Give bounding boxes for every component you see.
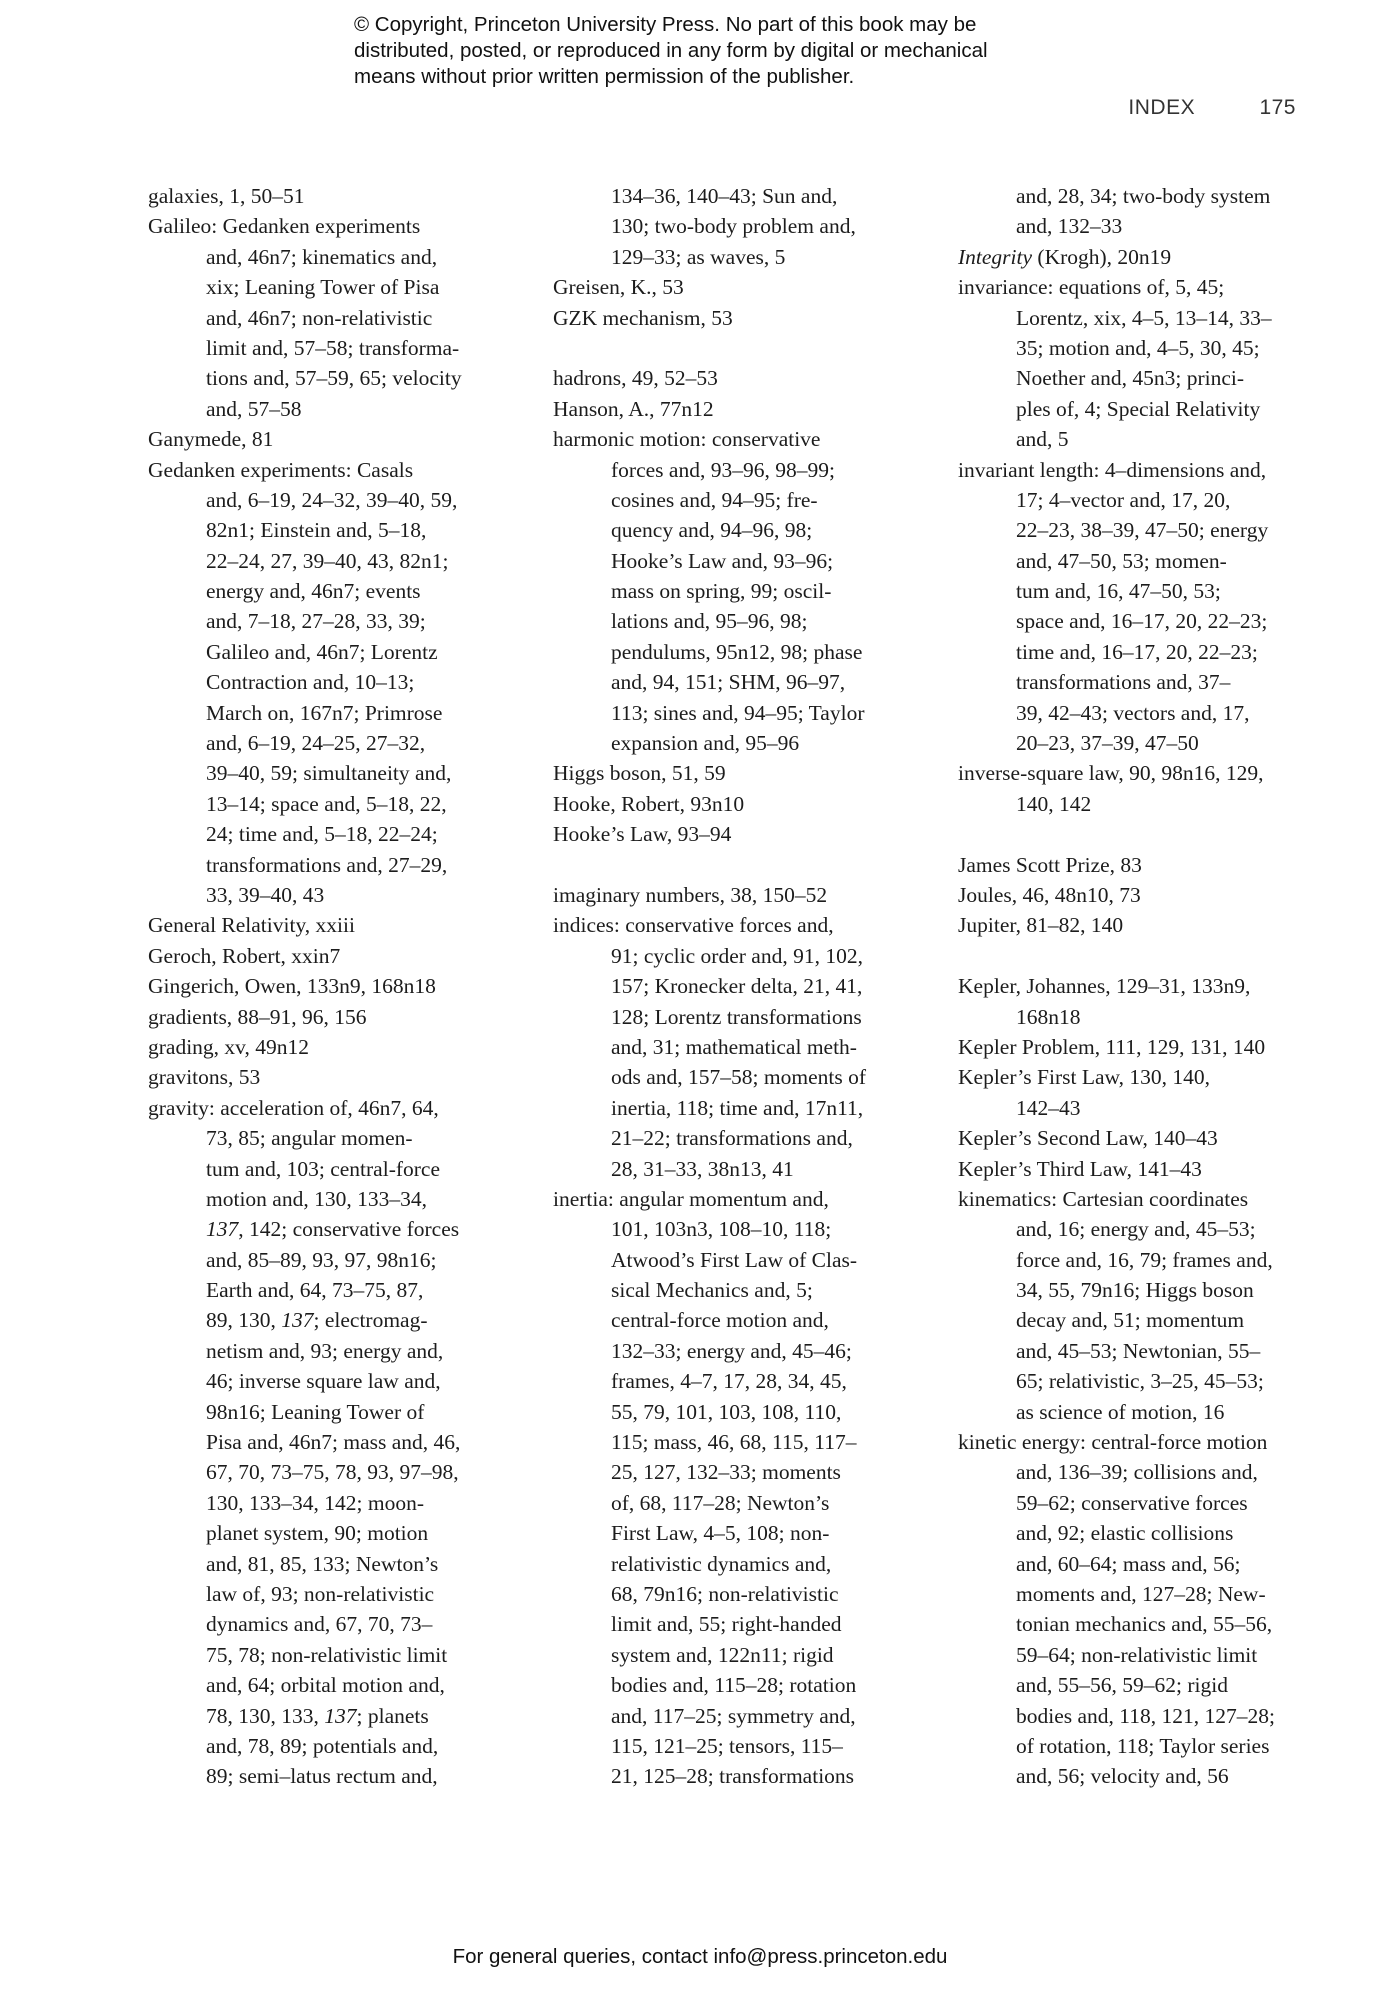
- copyright-line: distributed, posted, or reproduced in any form by digital or mechanical: [354, 39, 988, 62]
- page-number: 175: [1259, 96, 1296, 119]
- index-subentry-line: tions and, 57–59, 65; velocity: [206, 366, 462, 391]
- index-subentry-line: moments and, 127–28; New-: [1016, 1581, 1266, 1606]
- index-subentry-line: 89; semi–latus rectum and,: [206, 1764, 438, 1789]
- index-subentry-line: 28, 31–33, 38n13, 41: [611, 1156, 794, 1181]
- copyright-line: means without prior written permission of the publisher.: [354, 65, 855, 88]
- index-subentry-line: Contraction and, 10–13;: [206, 670, 415, 695]
- index-subentry-line: transformations and, 37–: [1016, 670, 1231, 695]
- index-subentry-line: of, 68, 117–28; Newton’s: [611, 1490, 830, 1515]
- index-subentry-line: motion and, 130, 133–34,: [206, 1186, 427, 1211]
- index-subentry-line: 59–62; conservative forces: [1016, 1490, 1248, 1515]
- index-entry-line: Kepler, Johannes, 129–31, 133n9,: [958, 974, 1251, 999]
- index-entry-line: Jupiter, 81–82, 140: [958, 913, 1124, 938]
- index-subentry-line: 35; motion and, 4–5, 30, 45;: [1016, 335, 1260, 360]
- index-subentry-line: and, 6–19, 24–25, 27–32,: [206, 731, 426, 756]
- index-subentry-line: 130, 133–34, 142; moon-: [206, 1490, 424, 1515]
- index-entry-line: galaxies, 1, 50–51: [148, 184, 305, 208]
- index-subentry-line: and, 46n7; kinematics and,: [206, 244, 438, 269]
- index-subentry-line: tonian mechanics and, 55–56,: [1016, 1612, 1273, 1637]
- index-subentry-line: limit and, 55; right-handed: [611, 1612, 842, 1637]
- index-entry-line: invariance: equations of, 5, 45;: [958, 275, 1225, 300]
- index-subentry-line: tum and, 16, 47–50, 53;: [1016, 579, 1221, 604]
- index-subentry-line: 21, 125–28; transformations: [611, 1764, 855, 1789]
- index-subentry-line: 17; 4–vector and, 17, 20,: [1016, 487, 1231, 512]
- index-subentry-line: 39–40, 59; simultaneity and,: [206, 761, 452, 786]
- index-subentry-line: ods and, 157–58; moments of: [611, 1065, 866, 1090]
- entry-text: 89, 130,: [206, 1308, 282, 1333]
- index-subentry-line: and, 117–25; symmetry and,: [611, 1703, 856, 1728]
- index-subentry-line: frames, 4–7, 17, 28, 34, 45,: [611, 1369, 847, 1394]
- index-entry-line: Ganymede, 81: [148, 427, 274, 452]
- entry-text: , 142; conservative forces: [238, 1217, 460, 1242]
- index-subentry-line: 130; two-body problem and,: [611, 214, 856, 239]
- index-entry-line: Joules, 46, 48n10, 73: [958, 882, 1141, 907]
- index-subentry-line: dynamics and, 67, 70, 73–: [206, 1612, 433, 1637]
- index-subentry-line: sical Mechanics and, 5;: [611, 1278, 813, 1303]
- index-subentry-line: and, 81, 85, 133; Newton’s: [206, 1551, 439, 1576]
- entry-gap: [553, 850, 898, 880]
- index-subentry-line: and, 85–89, 93, 97, 98n16;: [206, 1247, 437, 1272]
- index-subentry-line: mass on spring, 99; oscil-: [611, 579, 832, 604]
- index-subentry-line: and, 92; elastic collisions: [1016, 1521, 1234, 1546]
- index-subentry-line: 65; relativistic, 3–25, 45–53;: [1016, 1369, 1264, 1394]
- index-subentry-line: 168n18: [1016, 1004, 1081, 1029]
- index-entry-line: Kepler’s Third Law, 141–43: [958, 1156, 1202, 1181]
- index-subentry-line: 101, 103n3, 108–10, 118;: [611, 1217, 832, 1242]
- index-entry-line: General Relativity, xxiii: [148, 913, 355, 938]
- index-entry-line: Higgs boson, 51, 59: [553, 761, 726, 786]
- index-subentry-line: and, 56; velocity and, 56: [1016, 1764, 1229, 1789]
- index-entry-line: Gingerich, Owen, 133n9, 168n18: [148, 974, 436, 999]
- index-subentry-line: 20–23, 37–39, 47–50: [1016, 731, 1199, 756]
- index-subentry-line: 98n16; Leaning Tower of: [206, 1399, 425, 1424]
- entry-text: (Krogh), 20n19: [1032, 244, 1172, 269]
- index-subentry-line: 129–33; as waves, 5: [611, 244, 786, 269]
- index-subentry-line: limit and, 57–58; transforma-: [206, 335, 460, 360]
- index-subentry-line: and, 94, 151; SHM, 96–97,: [611, 670, 846, 695]
- index-entry-line: Geroch, Robert, xxin7: [148, 943, 341, 968]
- copyright-line: © Copyright, Princeton University Press. No part of this book may be: [354, 13, 977, 36]
- index-subentry-line: bodies and, 115–28; rotation: [611, 1673, 857, 1698]
- index-subentry-line: bodies and, 118, 121, 127–28;: [1016, 1703, 1275, 1728]
- index-subentry-line: Galileo and, 46n7; Lorentz: [206, 639, 438, 664]
- entry-italic-text: 137: [324, 1703, 357, 1728]
- index-entry-line: GZK mechanism, 53: [553, 305, 733, 330]
- index-subentry-line: and, 31; mathematical meth-: [611, 1034, 857, 1059]
- index-subentry-line: Noether and, 45n3; princi-: [1016, 366, 1245, 391]
- index-subentry-line: March on, 167n7; Primrose: [206, 700, 443, 725]
- index-column-3: [958, 181, 1303, 1792]
- index-subentry-line: planet system, 90; motion: [206, 1521, 429, 1546]
- index-entry-line: harmonic motion: conservative: [553, 427, 821, 452]
- index-subentry-line: [148, 1701, 493, 1731]
- index-subentry-line: Atwood’s First Law of Clas-: [611, 1247, 858, 1272]
- index-entry-line: inverse-square law, 90, 98n16, 129,: [958, 761, 1264, 786]
- index-subentry-line: netism and, 93; energy and,: [206, 1338, 444, 1363]
- index-subentry-line: 82n1; Einstein and, 5–18,: [206, 518, 427, 543]
- index-subentry-line: 115; mass, 46, 68, 115, 117–: [611, 1430, 857, 1455]
- copyright-notice: [354, 12, 1074, 90]
- entry-gap: [553, 333, 898, 363]
- entry-text: 78, 130, 133,: [206, 1703, 325, 1728]
- index-entry-line: Galileo: Gedanken experiments: [148, 214, 421, 239]
- index-entry-line: inertia: angular momentum and,: [553, 1186, 829, 1211]
- index-subentry-line: xix; Leaning Tower of Pisa: [206, 275, 440, 300]
- index-entry-line: Hooke, Robert, 93n10: [553, 791, 745, 816]
- index-entry-line: kinetic energy: central-force motion: [958, 1430, 1268, 1455]
- index-subentry-line: 34, 55, 79n16; Higgs boson: [1016, 1278, 1254, 1303]
- index-subentry-line: 91; cyclic order and, 91, 102,: [611, 943, 863, 968]
- index-subentry-line: 132–33; energy and, 45–46;: [611, 1338, 852, 1363]
- index-subentry-line: pendulums, 95n12, 98; phase: [611, 639, 863, 664]
- index-subentry-line: energy and, 46n7; events: [206, 579, 421, 604]
- index-subentry-line: Pisa and, 46n7; mass and, 46,: [206, 1430, 461, 1455]
- index-subentry-line: forces and, 93–96, 98–99;: [611, 457, 835, 482]
- index-entry-line: Greisen, K., 53: [553, 275, 684, 300]
- entry-text: ; electromag-: [313, 1308, 428, 1333]
- index-subentry-line: Earth and, 64, 73–75, 87,: [206, 1278, 424, 1303]
- index-subentry-line: and, 45–53; Newtonian, 55–: [1016, 1338, 1261, 1363]
- index-subentry-line: central-force motion and,: [611, 1308, 829, 1333]
- index-subentry-line: and, 132–33: [1016, 214, 1123, 239]
- index-entry-line: gravitons, 53: [148, 1065, 261, 1090]
- entry-text: ; planets: [356, 1703, 429, 1728]
- index-subentry-line: of rotation, 118; Taylor series: [1016, 1733, 1270, 1758]
- index-subentry-line: Hooke’s Law and, 93–96;: [611, 548, 834, 573]
- index-subentry-line: decay and, 51; momentum: [1016, 1308, 1245, 1333]
- index-subentry-line: system and, 122n11; rigid: [611, 1642, 834, 1667]
- index-subentry-line: 140, 142: [1016, 791, 1092, 816]
- section-title: INDEX: [1128, 96, 1196, 119]
- index-entry-line: James Scott Prize, 83: [958, 852, 1142, 877]
- index-entry-line: gravity: acceleration of, 46n7, 64,: [148, 1095, 439, 1120]
- index-entry-line: Kepler Problem, 111, 129, 131, 140: [958, 1034, 1266, 1059]
- index-subentry-line: [148, 1305, 493, 1335]
- entry-gap: [958, 941, 1303, 971]
- index-subentry-line: and, 16; energy and, 45–53;: [1016, 1217, 1256, 1242]
- index-subentry-line: and, 28, 34; two-body system: [1016, 184, 1271, 208]
- index-entry-line: indices: conservative forces and,: [553, 913, 834, 938]
- index-subentry-line: and, 7–18, 27–28, 33, 39;: [206, 609, 426, 634]
- index-subentry-line: 67, 70, 73–75, 78, 93, 97–98,: [206, 1460, 459, 1485]
- index-entry-line: Hooke’s Law, 93–94: [553, 822, 732, 847]
- index-subentry-line: transformations and, 27–29,: [206, 852, 448, 877]
- index-subentry-line: lations and, 95–96, 98;: [611, 609, 808, 634]
- index-subentry-line: expansion and, 95–96: [611, 731, 800, 756]
- index-entry-line: imaginary numbers, 38, 150–52: [553, 882, 828, 907]
- index-subentry-line: 46; inverse square law and,: [206, 1369, 441, 1394]
- index-subentry-line: First Law, 4–5, 108; non-: [611, 1521, 830, 1546]
- index-subentry-line: inertia, 118; time and, 17n11,: [611, 1095, 864, 1120]
- index-entry-line: Kepler’s First Law, 130, 140,: [958, 1065, 1210, 1090]
- index-subentry-line: 24; time and, 5–18, 22–24;: [206, 822, 438, 847]
- index-subentry-line: quency and, 94–96, 98;: [611, 518, 813, 543]
- entry-italic-text: 137: [281, 1308, 314, 1333]
- index-column-1: [148, 181, 493, 1792]
- index-entry-line: Gedanken experiments: Casals: [148, 457, 414, 482]
- index-subentry-line: Lorentz, xix, 4–5, 13–14, 33–: [1016, 305, 1272, 330]
- index-subentry-line: cosines and, 94–95; fre-: [611, 487, 818, 512]
- index-subentry-line: 25, 127, 132–33; moments: [611, 1460, 841, 1485]
- index-entry-line: hadrons, 49, 52–53: [553, 366, 718, 391]
- index-subentry-line: and, 136–39; collisions and,: [1016, 1460, 1258, 1485]
- index-subentry-line: and, 64; orbital motion and,: [206, 1673, 445, 1698]
- index-entry-line: Hanson, A., 77n12: [553, 396, 714, 421]
- index-subentry-line: 33, 39–40, 43: [206, 882, 325, 907]
- index-subentry-line: 22–24, 27, 39–40, 43, 82n1;: [206, 548, 449, 573]
- index-entry-line: kinematics: Cartesian coordinates: [958, 1186, 1249, 1211]
- index-subentry-line: 39, 42–43; vectors and, 17,: [1016, 700, 1250, 725]
- index-subentry-line: force and, 16, 79; frames and,: [1016, 1247, 1273, 1272]
- index-subentry-line: 157; Kronecker delta, 21, 41,: [611, 974, 863, 999]
- index-subentry-line: and, 55–56, 59–62; rigid: [1016, 1673, 1228, 1698]
- index-entry-line: Kepler’s Second Law, 140–43: [958, 1126, 1218, 1151]
- index-subentry-line: 73, 85; angular momen-: [206, 1126, 413, 1151]
- index-subentry-line: 115, 121–25; tensors, 115–: [611, 1733, 843, 1758]
- index-subentry-line: 13–14; space and, 5–18, 22,: [206, 791, 447, 816]
- index-subentry-line: and, 5: [1016, 427, 1069, 452]
- index-subentry-line: 134–36, 140–43; Sun and,: [611, 184, 838, 208]
- index-subentry-line: 55, 79, 101, 103, 108, 110,: [611, 1399, 842, 1424]
- index-subentry-line: time and, 16–17, 20, 22–23;: [1016, 639, 1258, 664]
- index-subentry-line: 113; sines and, 94–95; Taylor: [611, 700, 865, 725]
- index-subentry-line: and, 78, 89; potentials and,: [206, 1733, 439, 1758]
- index-subentry-line: and, 47–50, 53; momen-: [1016, 548, 1227, 573]
- entry-gap: [958, 819, 1303, 849]
- index-subentry-line: space and, 16–17, 20, 22–23;: [1016, 609, 1268, 634]
- index-subentry-line: and, 46n7; non-relativistic: [206, 305, 433, 330]
- index-column-2: [553, 181, 898, 1792]
- index-subentry-line: as science of motion, 16: [1016, 1399, 1225, 1424]
- index-subentry-line: 21–22; transformations and,: [611, 1126, 853, 1151]
- index-entry-line: grading, xv, 49n12: [148, 1034, 310, 1059]
- index-subentry-line: tum and, 103; central-force: [206, 1156, 441, 1181]
- index-subentry-line: 59–64; non-relativistic limit: [1016, 1642, 1258, 1667]
- index-subentry-line: relativistic dynamics and,: [611, 1551, 832, 1576]
- entry-italic-text: 137: [206, 1217, 239, 1242]
- index-subentry-line: and, 60–64; mass and, 56;: [1016, 1551, 1241, 1576]
- index-subentry-line: [148, 1214, 493, 1244]
- index-entry-line: invariant length: 4–dimensions and,: [958, 457, 1267, 482]
- index-subentry-line: ples of, 4; Special Relativity: [1016, 396, 1261, 421]
- index-subentry-line: law of, 93; non-relativistic: [206, 1581, 435, 1606]
- index-entry-line: [958, 242, 1303, 272]
- index-subentry-line: and, 6–19, 24–32, 39–40, 59,: [206, 487, 458, 512]
- index-subentry-line: 22–23, 38–39, 47–50; energy: [1016, 518, 1269, 543]
- index-subentry-line: 128; Lorentz transformations: [611, 1004, 862, 1029]
- index-subentry-line: and, 57–58: [206, 396, 302, 421]
- index-subentry-line: 68, 79n16; non-relativistic: [611, 1581, 839, 1606]
- index-entry-line: gradients, 88–91, 96, 156: [148, 1004, 367, 1029]
- footer-contact: For general queries, contact info@press.princeton.edu: [452, 1945, 948, 1968]
- entry-italic-text: Integrity: [958, 244, 1033, 269]
- index-subentry-line: 75, 78; non-relativistic limit: [206, 1642, 448, 1667]
- index-subentry-line: 142–43: [1016, 1095, 1081, 1120]
- running-head: [1128, 96, 1296, 120]
